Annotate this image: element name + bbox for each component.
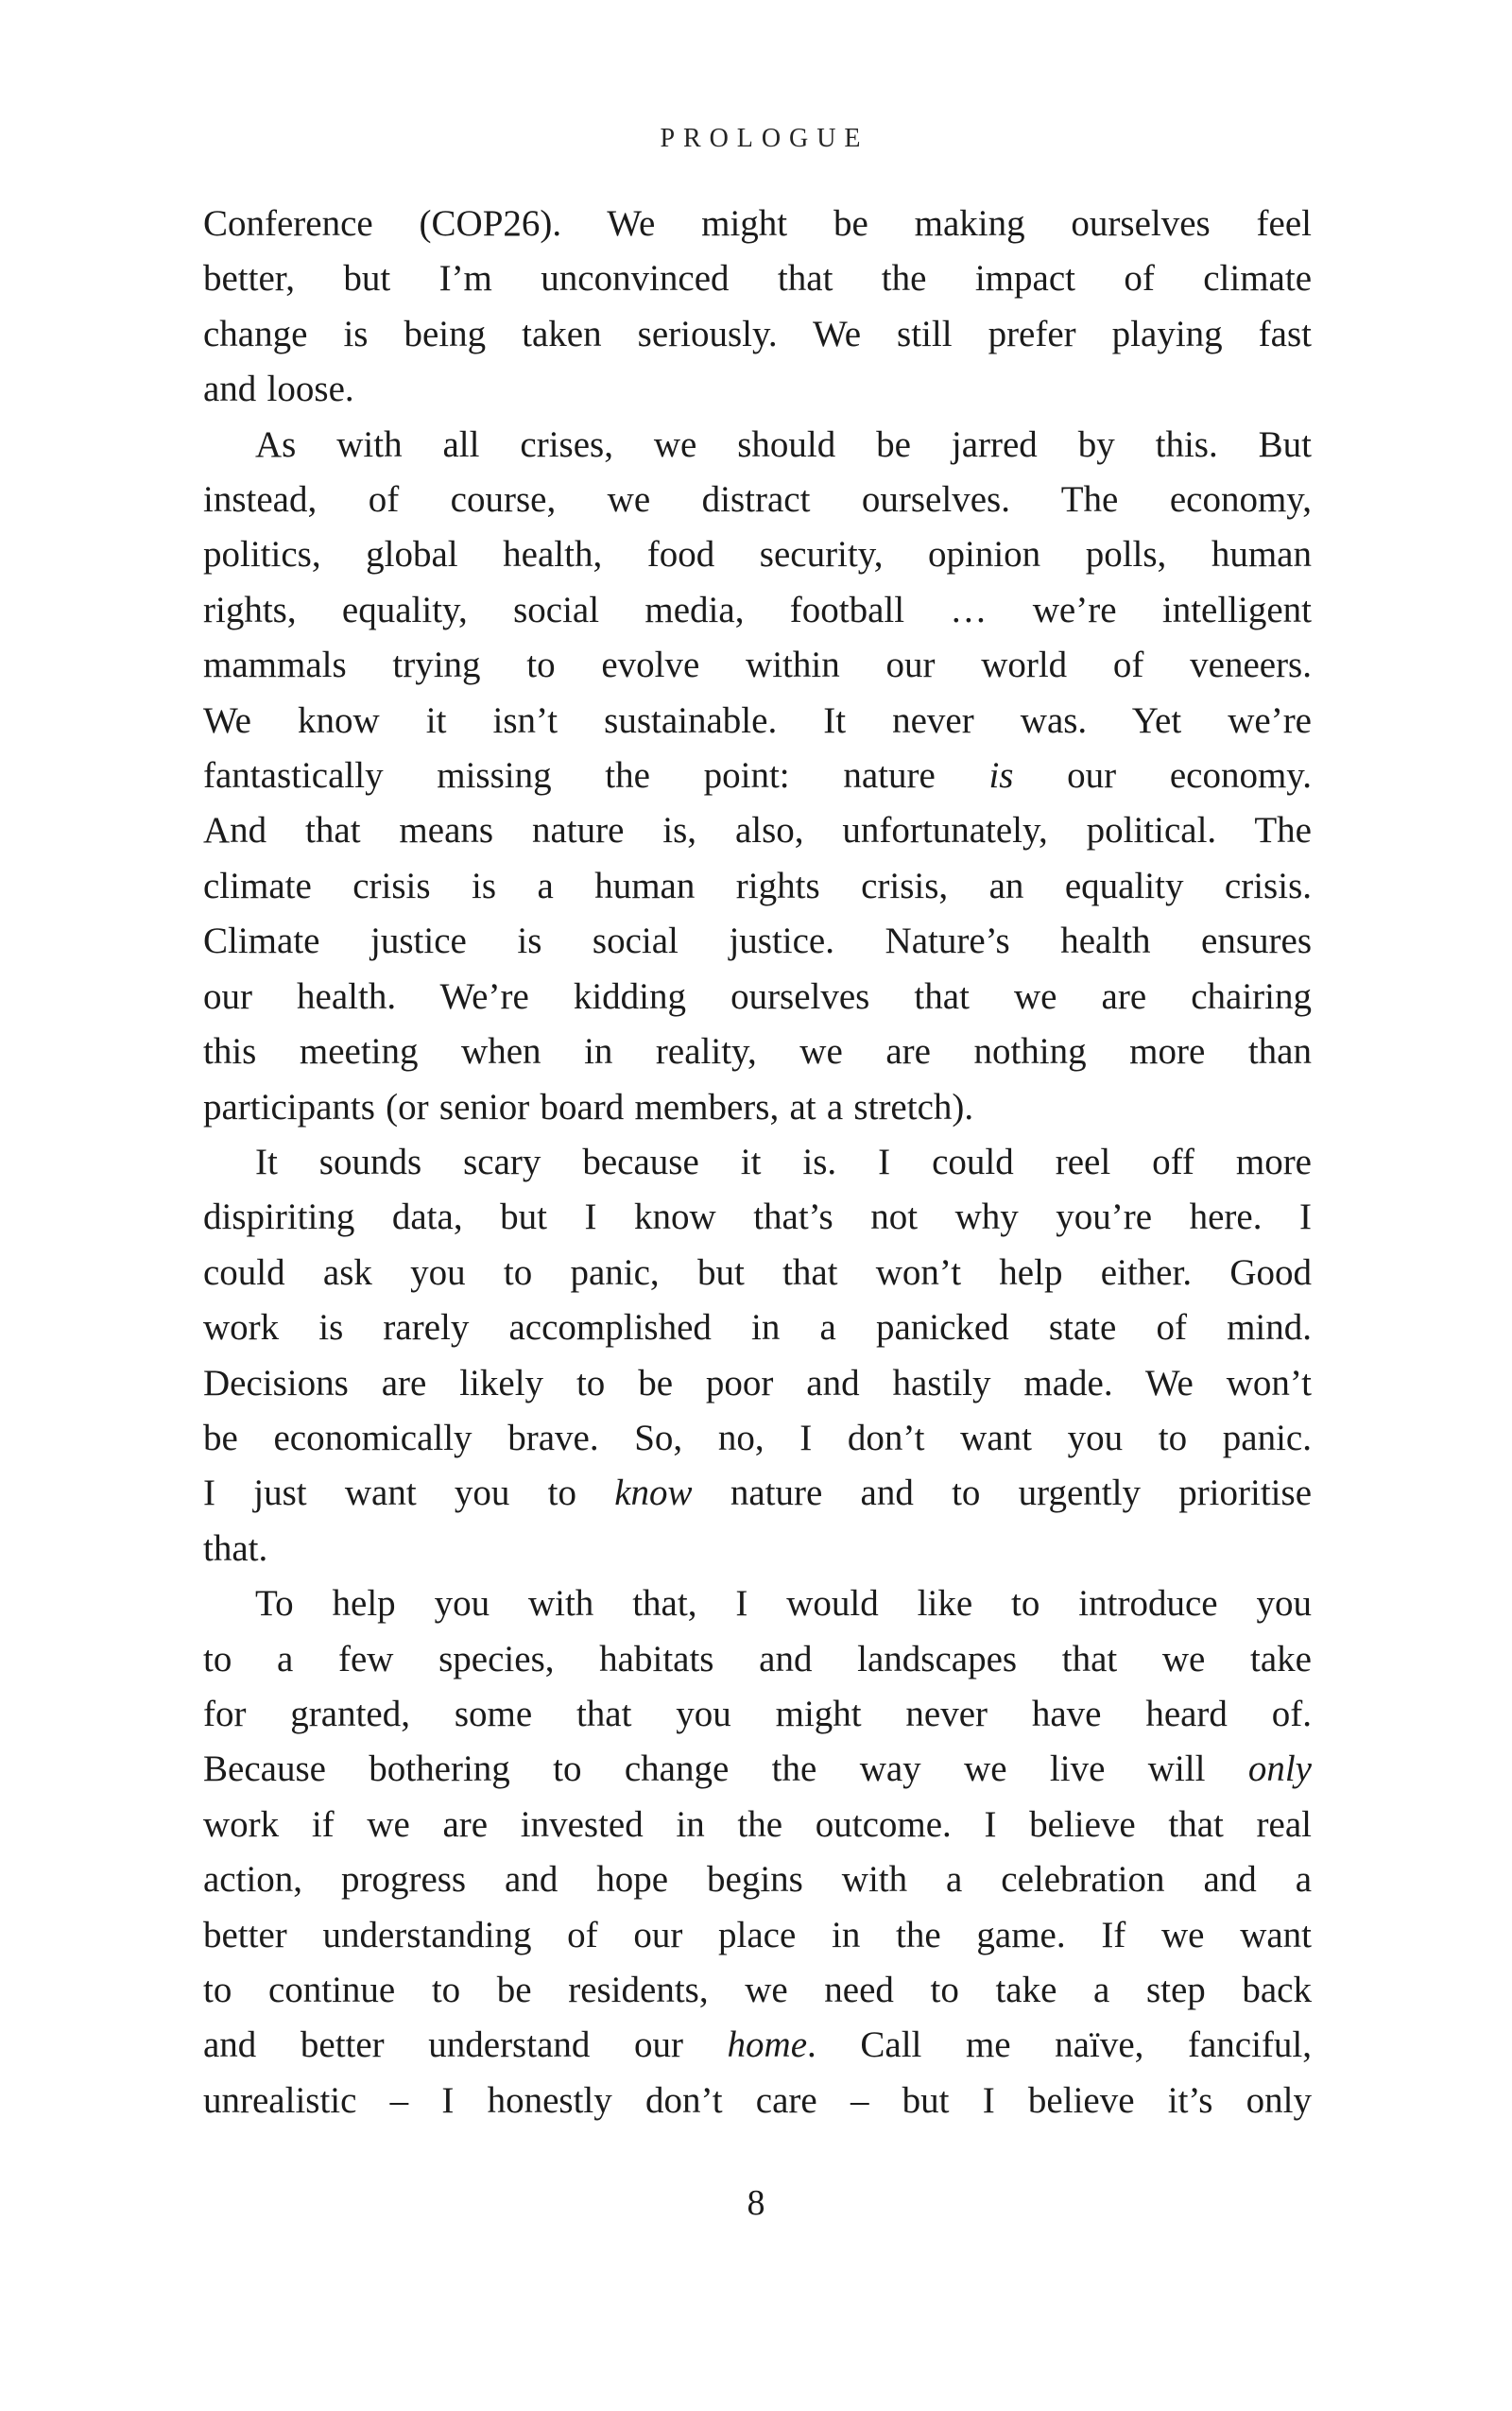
body-line: this meeting when in reality, we are nothing more than <box>203 1031 1312 1073</box>
body-line: climate crisis is a human rights crisis, an equality crisis. <box>203 865 1312 906</box>
body-line: politics, global health, food security, opinion polls, human <box>203 534 1312 576</box>
body-line: to continue to be residents, we need to take a step back <box>203 1970 1312 2010</box>
body-line: Because bothering to change the way we live will only <box>203 1748 1312 1790</box>
body-line: And that means nature is, also, unfortunately, political. The <box>203 810 1312 852</box>
page-body <box>203 197 1312 2128</box>
page-number: 8 <box>747 2183 765 2223</box>
body-line: unrealistic – I honestly don’t care – but I believe it’s only <box>203 2079 1312 2121</box>
body-line: action, progress and hope begins with a celebration and a <box>203 1859 1312 1901</box>
body-line: change is being taken seriously. We still prefer playing fast <box>203 313 1312 354</box>
body-line: It sounds scary because it is. I could reel off more <box>255 1141 1312 1182</box>
body-line: work is rarely accomplished in a panicked state of mind. <box>203 1307 1312 1349</box>
body-line: that. <box>203 1527 268 1569</box>
body-line: mammals trying to evolve within our world of veneers. <box>203 645 1312 686</box>
body-line: work if we are invested in the outcome. I believe that real <box>203 1803 1312 1845</box>
body-line: We know it isn’t sustainable. It never was. Yet we’re <box>203 699 1312 741</box>
body-line: Decisions are likely to be poor and hastily made. We won’t <box>203 1362 1312 1404</box>
body-line: be economically brave. So, no, I don’t want you to panic. <box>203 1417 1312 1458</box>
body-line: Conference (COP26). We might be making ourselves feel <box>203 203 1312 244</box>
body-line: to a few species, habitats and landscapes that we take <box>203 1638 1312 1679</box>
body-line: for granted, some that you might never have heard of. <box>203 1693 1312 1734</box>
body-line: rights, equality, social media, football … we’re intelligent <box>203 589 1312 630</box>
body-line: instead, of course, we distract ourselves. The economy, <box>203 479 1312 521</box>
body-line: and better understand our home. Call me naïve, fanciful, <box>203 2024 1312 2066</box>
body-line: could ask you to panic, but that won’t help either. Good <box>203 1251 1312 1293</box>
body-line: better understanding of our place in the game. If we want <box>203 1914 1312 1955</box>
body-line: our health. We’re kidding ourselves that we are chairing <box>203 975 1312 1017</box>
body-line: fantastically missing the point: nature is our economy. <box>203 755 1312 797</box>
body-line: To help you with that, I would like to introduce you <box>255 1583 1312 1625</box>
body-line: dispiriting data, but I know that’s not why you’re here. I <box>203 1197 1312 1238</box>
body-line: participants (or senior board members, at a stretch). <box>203 1086 974 1128</box>
body-line: As with all crises, we should be jarred by this. But <box>255 423 1312 465</box>
running-head: PROLOGUE <box>660 124 869 153</box>
body-line: I just want you to know nature and to urgently prioritise <box>203 1472 1312 1514</box>
body-line: and loose. <box>203 369 354 410</box>
body-line: Climate justice is social justice. Nature’s health ensures <box>203 921 1312 962</box>
body-line: better, but I’m unconvinced that the impact of climate <box>203 258 1312 300</box>
